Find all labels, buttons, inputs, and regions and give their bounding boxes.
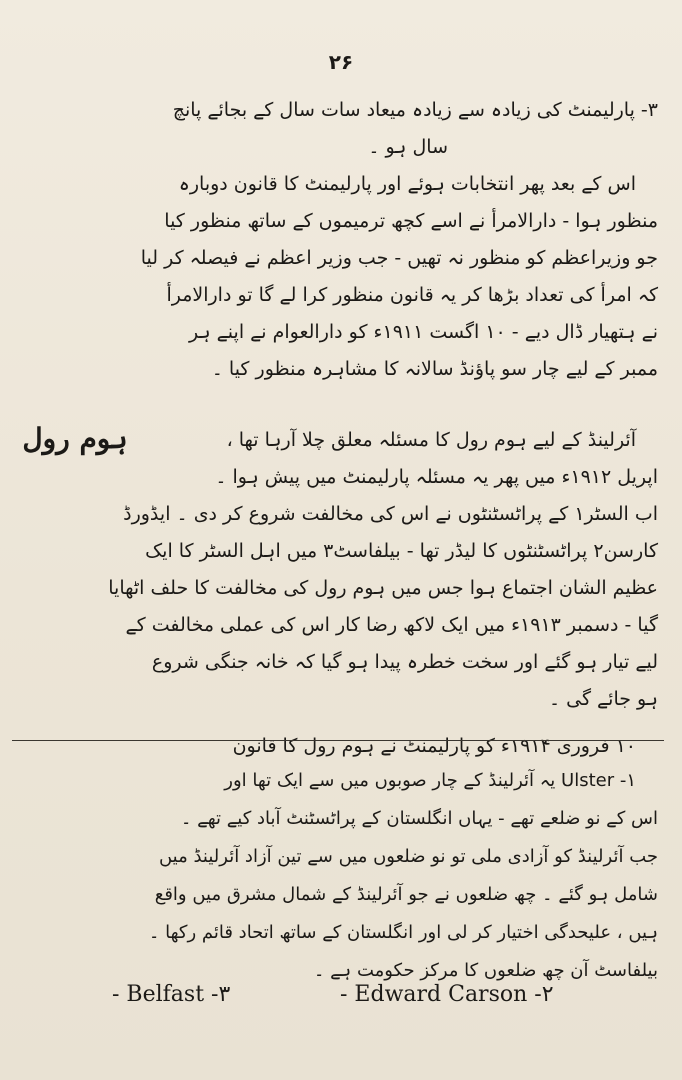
text-line: اب السٹر۱ کے پراٹسٹنٹوں نے اس کی مخالفت شروع کر دی ۔ ایڈورڈ — [123, 503, 658, 525]
text-line: منظور ہوا - دارالامرأ نے اسے کچھ ترمیموں کے ساتھ منظور کیا — [164, 210, 658, 232]
text-line: کارسن۲ پراٹسٹنٹوں کا لیڈر تھا - بیلفاسٹ۳ میں اہل السٹر کا ایک — [145, 540, 658, 562]
home-rule-section — [22, 422, 658, 765]
text-line: عظیم الشان اجتماع ہوا جس میں ہوم رول کی مخالفت کا حلف اٹھایا — [108, 577, 658, 599]
text-line: اپریل ۱۹۱۲ء میں پھر یہ مسئلہ پارلیمنٹ میں پیش ہوا ۔ — [215, 466, 658, 488]
text-line: اس کے بعد پھر انتخابات ہوئے اور پارلیمنٹ کا قانون دوبارہ — [178, 173, 636, 195]
text-line: کہ امرأ کی تعداد بڑھا کر یہ قانون منظور کرا لے گا تو دارالامرأ — [166, 284, 658, 306]
footnote-line: شامل ہو گئے ۔ چھ ضلعوں نے جو آئرلینڈ کے شمال مشرق میں واقع — [154, 884, 658, 905]
footnote-line: جب آئرلینڈ کو آزادی ملی تو نو ضلعوں میں سے تین آزاد آئرلینڈ میں — [158, 846, 658, 867]
text-line: سال ہو ۔ — [368, 136, 448, 158]
footnotes-block — [22, 762, 658, 990]
text-line: نے ہتھیار ڈال دیے - ۱۰ اگست ۱۹۱۱ء کو دارالعوام نے اپنے ہر — [189, 321, 658, 343]
text-line: گیا - دسمبر ۱۹۱۳ء میں ایک لاکھ رضا کار اس کی عملی مخالفت کے — [125, 614, 658, 636]
text-line: لیے تیار ہو گئے اور سخت خطرہ پیدا ہو گیا کہ خانہ جنگی شروع — [151, 651, 658, 673]
page-number: ۲۶ — [328, 50, 354, 74]
footnote-line: بیلفاسٹ آن چھ ضلعوں کا مرکز حکومت ہے ۔ — [313, 960, 658, 981]
ref-edward-carson: - Edward Carson -۲ — [340, 982, 554, 1007]
text-line: ۱۰ فروری ۱۹۱۴ء کو پارلیمنٹ نے ہوم رول کا قانون — [232, 735, 636, 757]
footnote-divider — [12, 740, 664, 741]
latin-references — [0, 982, 682, 1022]
text-line: ۳- پارلیمنٹ کی زیادہ سے زیادہ میعاد سات سال کے بجائے پانچ — [172, 99, 658, 121]
side-heading: ہوم رول — [22, 422, 128, 455]
text-line: ہو جائے گی ۔ — [548, 688, 658, 710]
text-line: آئرلینڈ کے لیے ہوم رول کا مسئلہ معلق چلا آرہا تھا ، — [226, 429, 636, 451]
main-text-block — [22, 92, 658, 388]
footnote-line: ۱- Ulster یہ آئرلینڈ کے چار صوبوں میں سے ایک تھا اور — [224, 770, 636, 791]
footnote-line: اس کے نو ضلعے تھے - یہاں انگلستان کے پراٹسٹنٹ آباد کیے تھے ۔ — [180, 808, 658, 829]
footnote-line: ہیں ، علیحدگی اختیار کر لی اور انگلستان کے ساتھ اتحاد قائم رکھا ۔ — [148, 922, 658, 943]
ref-belfast: - Belfast -۳ — [112, 982, 231, 1007]
text-line: ممبر کے لیے چار سو پاؤنڈ سالانہ کا مشاہرہ منظور کیا ۔ — [211, 358, 658, 380]
text-line: جو وزیراعظم کو منظور نہ تھیں - جب وزیر اعظم نے فیصلہ کر لیا — [140, 247, 658, 269]
